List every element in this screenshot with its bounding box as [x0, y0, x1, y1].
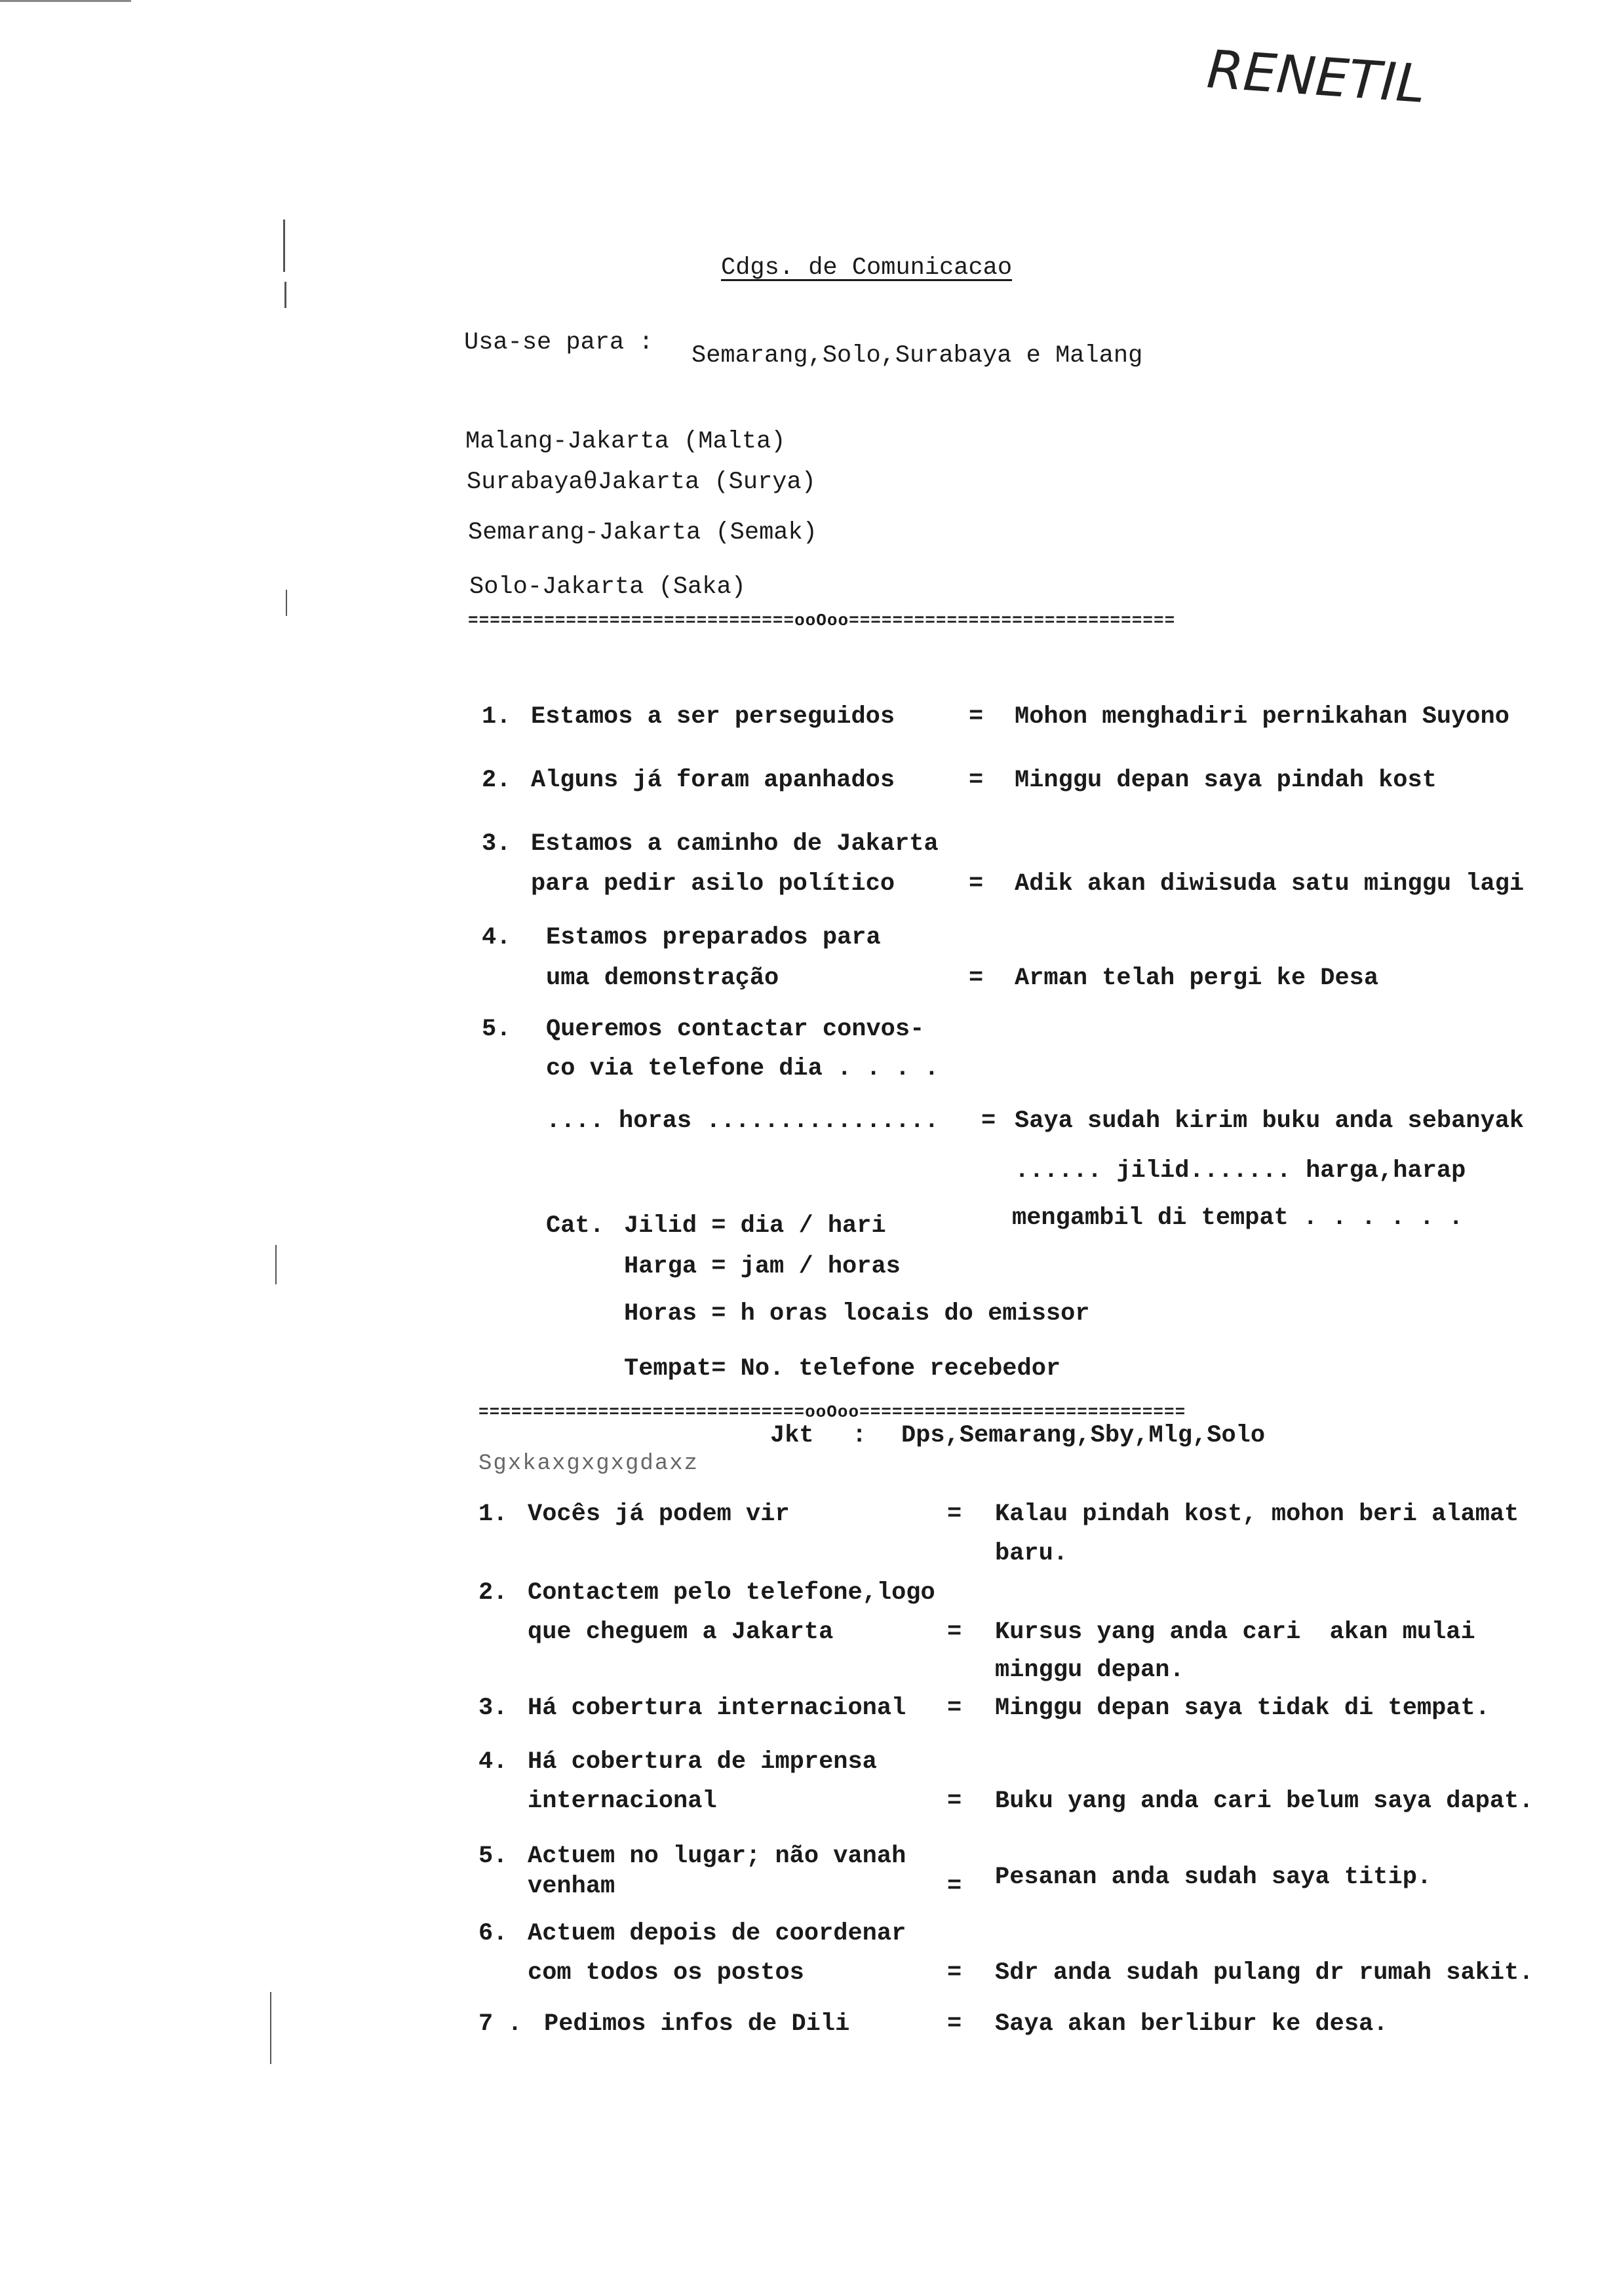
code-meaning: Saya akan berlibur ke desa.	[995, 2010, 1388, 2038]
code-number: 3.	[478, 1694, 508, 1722]
code-phrase: com todos os postos	[528, 1959, 804, 1987]
code-meaning: Kursus yang anda cari akan mulai	[995, 1618, 1475, 1646]
code-phrase: internacional	[528, 1788, 717, 1815]
code-equals: =	[947, 2010, 962, 2038]
section2-header-label: Jkt	[770, 1422, 814, 1449]
code-phrase: .... horas ................	[546, 1107, 939, 1135]
code-phrase: Contactem pelo telefone,logo	[528, 1579, 935, 1607]
note-line: Horas = h oras locais do emissor	[624, 1300, 1090, 1328]
code-number: 2.	[482, 767, 511, 794]
margin-mark	[284, 282, 286, 308]
code-equals: =	[981, 1107, 996, 1135]
code-equals: =	[969, 767, 984, 794]
usa-label: Usa-se para :	[464, 329, 653, 356]
code-phrase: Há cobertura de imprensa	[528, 1748, 877, 1776]
handwritten-note: RENETIL	[1205, 39, 1428, 115]
code-meaning: Sdr anda sudah pulang dr rumah sakit.	[995, 1959, 1534, 1987]
code-phrase: que cheguem a Jakarta	[528, 1618, 834, 1646]
code-meaning: Mohon menghadiri pernikahan Suyono	[1015, 703, 1509, 731]
code-phrase: Actuem depois de coordenar	[528, 1920, 906, 1947]
code-number: 7 .	[478, 2010, 522, 2038]
code-meaning: baru.	[995, 1540, 1068, 1567]
code-phrase: venham	[528, 1873, 615, 1900]
margin-mark	[286, 590, 287, 616]
page-title: Cdgs. de Comunicacao	[721, 254, 1013, 282]
code-equals: =	[947, 1873, 962, 1900]
code-equals: =	[947, 1618, 962, 1646]
code-number: 5.	[478, 1843, 508, 1870]
note-line: Jilid = dia / hari	[624, 1212, 886, 1240]
code-phrase: Há cobertura internacional	[528, 1694, 906, 1722]
route-item: Semarang-Jakarta (Semak)	[468, 519, 817, 546]
section2-header-value: Dps,Semarang,Sby,Mlg,Solo	[901, 1422, 1266, 1449]
code-number: 4.	[478, 1748, 508, 1776]
separator-line: ==============================ooOoo==============================	[478, 1402, 1186, 1422]
code-meaning: Kalau pindah kost, mohon beri alamat	[995, 1501, 1519, 1528]
code-meaning: Pesanan anda sudah saya titip.	[995, 1864, 1432, 1891]
code-equals: =	[947, 1501, 962, 1528]
section2-header-colon: :	[852, 1422, 867, 1449]
route-item: SurabayaθJakarta (Surya)	[467, 469, 816, 496]
code-meaning: Adik akan diwisuda satu minggu lagi	[1015, 870, 1525, 898]
code-number: 1.	[478, 1501, 508, 1528]
code-phrase: Vocês já podem vir	[528, 1501, 790, 1528]
struck-out-text: Sgxkaxgxgxgdaxz	[478, 1451, 699, 1476]
code-phrase: uma demonstração	[546, 965, 779, 992]
code-number: 3.	[482, 830, 511, 858]
scan-edge-mark	[0, 0, 131, 2]
code-equals: =	[969, 965, 984, 992]
code-phrase: Pedimos infos de Dili	[544, 2010, 850, 2038]
note-line: Harga = jam / horas	[624, 1253, 901, 1280]
note-line: Tempat= No. telefone recebedor	[624, 1355, 1061, 1383]
route-item: Solo-Jakarta (Saka)	[469, 573, 746, 601]
code-meaning: Minggu depan saya tidak di tempat.	[995, 1694, 1490, 1722]
usa-value: Semarang,Solo,Surabaya e Malang	[691, 342, 1143, 370]
code-phrase: co via telefone dia . . . .	[546, 1055, 939, 1082]
code-phrase: Estamos a caminho de Jakarta	[531, 830, 939, 858]
code-number: 6.	[478, 1920, 508, 1947]
code-equals: =	[947, 1959, 962, 1987]
code-phrase: Alguns já foram apanhados	[531, 767, 895, 794]
code-phrase: Estamos a ser perseguidos	[531, 703, 895, 731]
margin-mark	[283, 220, 285, 272]
code-meaning: Arman telah pergi ke Desa	[1015, 965, 1379, 992]
separator-line: ==============================ooOoo==============================	[468, 611, 1176, 630]
code-meaning: Saya sudah kirim buku anda sebanyak	[1015, 1107, 1525, 1135]
code-equals: =	[947, 1694, 962, 1722]
code-equals: =	[969, 870, 984, 898]
code-equals: =	[969, 703, 984, 731]
code-number: 4.	[482, 924, 511, 951]
code-number: 5.	[482, 1016, 511, 1043]
code-meaning: ...... jilid....... harga,harap	[1015, 1157, 1466, 1185]
code-phrase: Queremos contactar convos-	[546, 1016, 925, 1043]
code-phrase: Actuem no lugar; não vanah	[528, 1843, 906, 1870]
code-number: 2.	[478, 1579, 508, 1607]
notes-label: Cat.	[546, 1212, 604, 1240]
code-meaning: Buku yang anda cari belum saya dapat.	[995, 1788, 1534, 1815]
code-phrase: Estamos preparados para	[546, 924, 881, 951]
code-equals: =	[947, 1788, 962, 1815]
code-meaning: mengambil di tempat . . . . . .	[1012, 1204, 1464, 1232]
code-phrase: para pedir asilo político	[531, 870, 895, 898]
margin-mark	[275, 1245, 277, 1284]
code-number: 1.	[482, 703, 511, 731]
code-meaning: Minggu depan saya pindah kost	[1015, 767, 1437, 794]
code-meaning: minggu depan.	[995, 1656, 1184, 1684]
route-item: Malang-Jakarta (Malta)	[465, 428, 786, 455]
margin-mark	[270, 1992, 271, 2064]
